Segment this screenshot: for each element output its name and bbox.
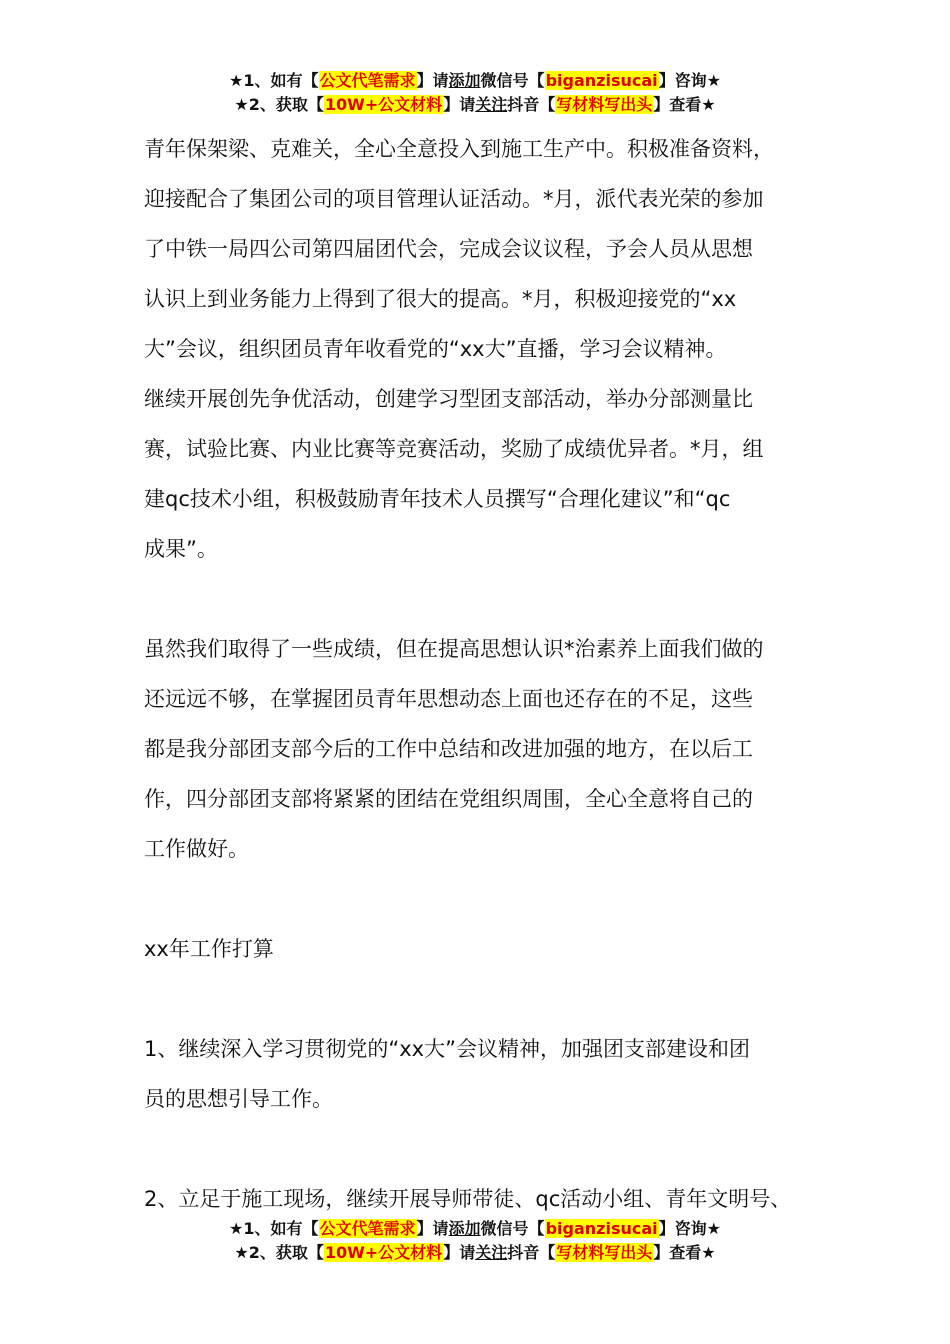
banner-text: 】请	[443, 1243, 476, 1262]
banner-text: 】查看★	[653, 95, 716, 114]
banner-line-2	[0, 1241, 950, 1265]
banner-text: ★2、获取【	[234, 1243, 324, 1262]
highlight-materials: 10W+公文材料	[324, 1243, 443, 1262]
paragraph-2	[144, 624, 834, 874]
text-line: 虽然我们取得了一些成绩，但在提高思想认识*治素养上面我们做的	[144, 637, 764, 661]
banner-text: 】请	[416, 1219, 449, 1238]
banner-text: 】请	[443, 95, 476, 114]
banner-text: 微信号【	[480, 1219, 545, 1238]
underlined-text: 添加	[448, 71, 481, 90]
plan-item-1	[144, 1024, 834, 1124]
text-line: 赛，试验比赛、内业比赛等竞赛活动，奖励了成绩优异者。*月，组	[144, 437, 764, 461]
banner-line-1	[0, 69, 950, 93]
text-line: 2、立足于施工现场，继续开展导师带徒、qc活动小组、青年文明号、	[144, 1187, 792, 1211]
paragraph-gap	[144, 1124, 834, 1174]
banner-text: ★1、如有【	[229, 71, 319, 90]
banner-text: ★1、如有【	[229, 1219, 319, 1238]
paragraph-1	[144, 124, 834, 574]
paragraph-gap	[144, 874, 834, 924]
banner-text: 微信号【	[480, 71, 545, 90]
footer-banner	[0, 1217, 950, 1265]
paragraph-gap	[144, 574, 834, 624]
highlight-douyin-account: 写材料写出头	[556, 1243, 653, 1262]
text-line: 大”会议，组织团员青年收看党的“xx大”直播，学习会议精神。	[144, 337, 727, 361]
text-line: 还远远不够，在掌握团员青年思想动态上面也还存在的不足，这些	[144, 687, 753, 711]
text-line: 迎接配合了集团公司的项目管理认证活动。*月，派代表光荣的参加	[144, 187, 764, 211]
banner-text: 】咨询★	[658, 71, 721, 90]
section-heading: xx年工作打算	[144, 937, 274, 961]
paragraph-gap	[144, 974, 834, 1024]
highlight-materials: 10W+公文材料	[324, 95, 443, 114]
header-banner	[0, 69, 950, 117]
banner-line-1	[0, 1217, 950, 1241]
highlight-service: 公文代笔需求	[319, 1219, 416, 1238]
banner-text: 】查看★	[653, 1243, 716, 1262]
underlined-text: 关注	[475, 95, 508, 114]
banner-text: 抖音【	[507, 1243, 556, 1262]
text-line: 了中铁一局四公司第四届团代会，完成会议议程，予会人员从思想	[144, 237, 753, 261]
text-line: 继续开展创先争优活动，创建学习型团支部活动，举办分部测量比	[144, 387, 753, 411]
highlight-wechat-id: biganzisucai	[545, 71, 658, 90]
underlined-text: 添加	[448, 1219, 481, 1238]
banner-line-2	[0, 93, 950, 117]
banner-text: 】请	[416, 71, 449, 90]
text-line: 都是我分部团支部今后的工作中总结和改进加强的地方，在以后工	[144, 737, 753, 761]
text-line: 作，四分部团支部将紧紧的团结在党组织周围，全心全意将自己的	[144, 787, 753, 811]
underlined-text: 关注	[475, 1243, 508, 1262]
text-line: 工作做好。	[144, 837, 249, 861]
banner-text: 】咨询★	[658, 1219, 721, 1238]
text-line: 成果”。	[144, 537, 218, 561]
text-line: 1、继续深入学习贯彻党的“xx大”会议精神，加强团支部建设和团	[144, 1037, 750, 1061]
highlight-wechat-id: biganzisucai	[545, 1219, 658, 1238]
text-line: 青年保架梁、克难关，全心全意投入到施工生产中。积极准备资料，	[144, 137, 774, 161]
text-line: 认识上到业务能力上得到了很大的提高。*月，积极迎接党的“xx	[144, 287, 737, 311]
banner-text: 抖音【	[507, 95, 556, 114]
highlight-douyin-account: 写材料写出头	[556, 95, 653, 114]
banner-text: ★2、获取【	[234, 95, 324, 114]
text-line: 员的思想引导工作。	[144, 1087, 333, 1111]
document-body	[144, 124, 834, 1224]
text-line: 建qc技术小组，积极鼓励青年技术人员撰写“合理化建议”和“qc	[144, 487, 731, 511]
highlight-service: 公文代笔需求	[319, 71, 416, 90]
